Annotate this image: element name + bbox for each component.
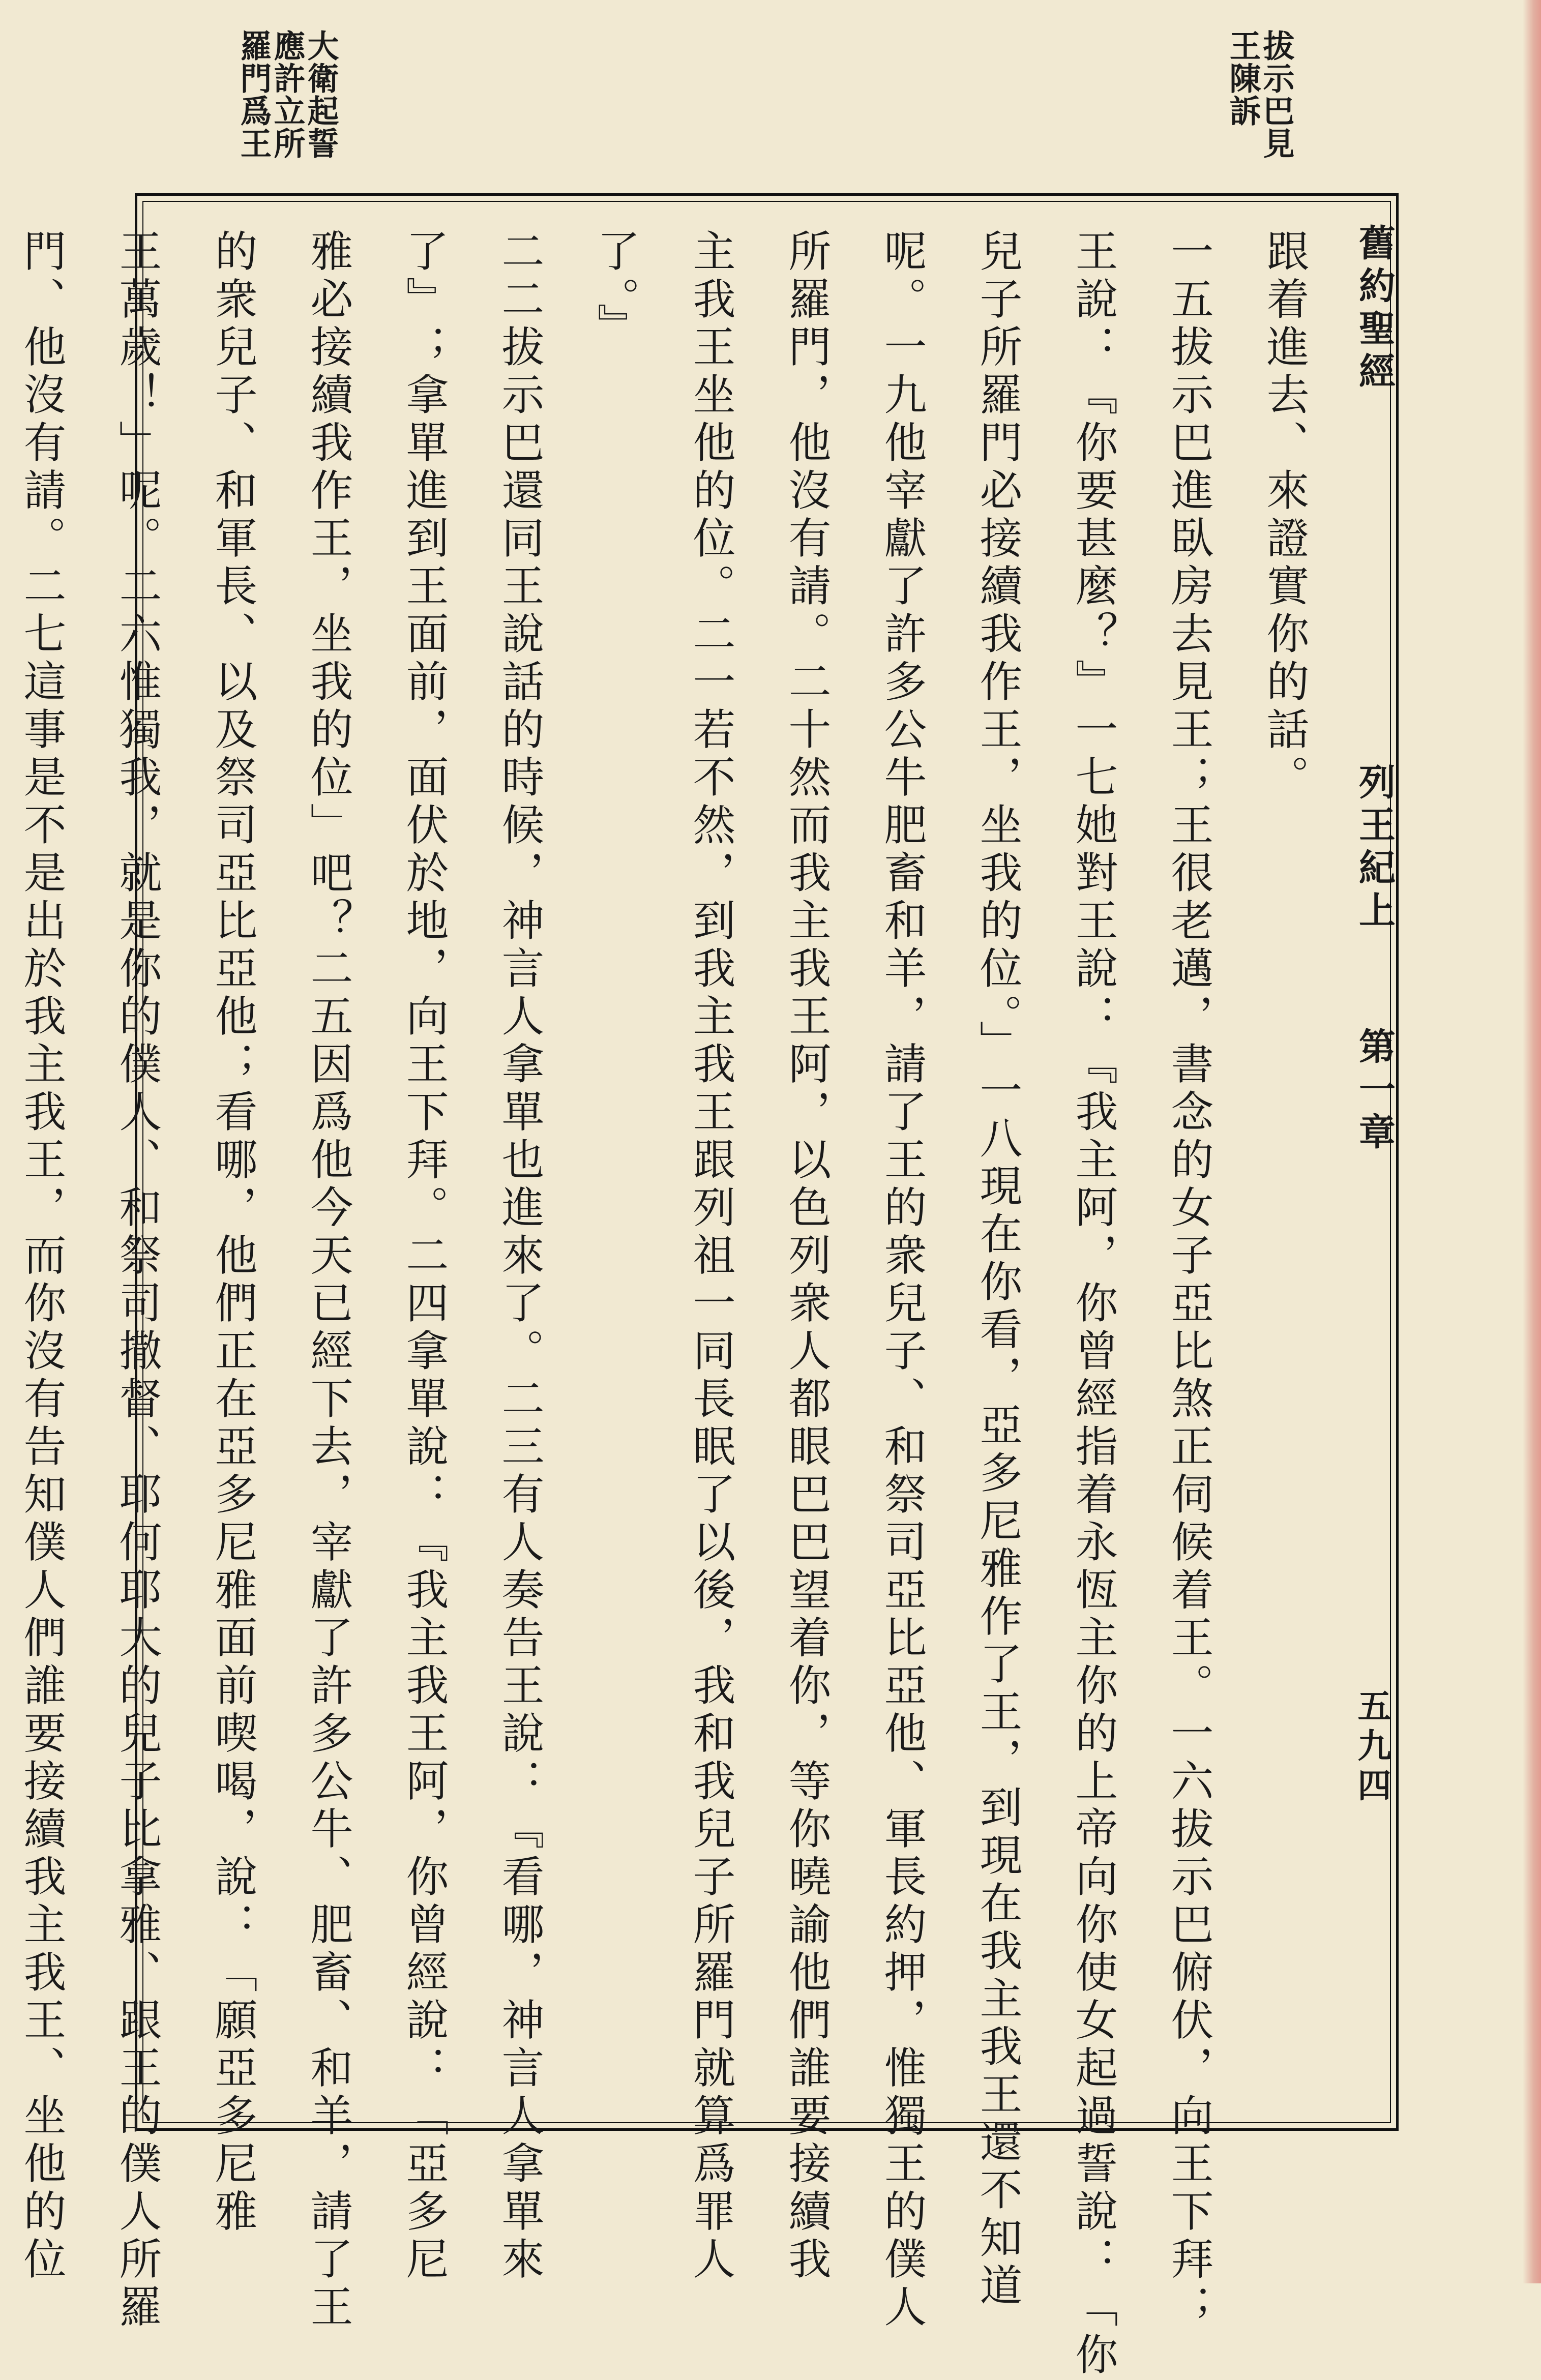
page-number: 五九四 bbox=[1352, 1688, 1391, 1807]
side-note-left-line-3: 羅門爲王 bbox=[235, 29, 272, 160]
text-line: 了』；拿單進到王面前，面伏於地，向王下拜。二四拿單說：『我主我王阿，你曾經說：「亞多尼 bbox=[399, 229, 449, 2284]
text-line: 二二拔示巴還同王說話的時候，神言人拿單也進來了。二三有人奏告王說：『看哪，神言人拿單來 bbox=[495, 229, 545, 2284]
text-line: 門、他沒有請。二七這事是不是出於我主我王，而你沒有告知僕人們誰要接續我主我王、坐他的位 bbox=[17, 229, 67, 2284]
text-line: 王萬歲！」呢。二六惟獨我，就是你的僕人、和祭司撒督、耶何耶大的兒子比拿雅、跟王的僕人所羅 bbox=[112, 229, 162, 2332]
side-note-right bbox=[1226, 29, 1293, 182]
text-line: 了。』 bbox=[590, 229, 640, 351]
page-edge bbox=[1523, 0, 1541, 2283]
text-line: 跟着進去、來證實你的話。 bbox=[1260, 229, 1310, 802]
chapter-label: 第一章 bbox=[1353, 1027, 1396, 1155]
text-line: 兒子所羅門必接續我作王，坐我的位。」一八現在你看，亞多尼雅作了王，到現在我主我王還不知道 bbox=[973, 229, 1023, 2311]
scripture-body bbox=[17, 209, 1332, 2380]
side-note-right-line-2: 王陳訴 bbox=[1224, 29, 1261, 127]
text-line: 一五拔示巴進臥房去見王；王很老邁，書念的女子亞比煞正伺候着王。一六拔示巴俯伏，向王下拜； bbox=[1164, 229, 1214, 2332]
side-note-left-line-2: 應許立所 bbox=[269, 29, 306, 160]
book-title: 舊約聖經 bbox=[1353, 224, 1396, 395]
text-line: 雅必接續我作王，坐我的位」吧？二五因爲他今天已經下去，宰獻了許多公牛、肥畜、和羊，請了王 bbox=[304, 229, 353, 2332]
text-line: 王說：『你要甚麼？』一七她對王說：『我主阿，你曾經指着永恆主你的上帝向你使女起過誓說：「你 bbox=[1069, 229, 1118, 2380]
text-line: 呢。一九他宰獻了許多公牛肥畜和羊，請了王的衆兒子、和祭司亞比亞他、軍長約押，惟獨王的僕人 bbox=[877, 229, 927, 2332]
text-line: 主我王坐他的位。二一若不然，到我主我王跟列祖一同長眠了以後，我和我兒子所羅門就算爲罪人 bbox=[686, 229, 736, 2284]
text-line: 的衆兒子、和軍長、以及祭司亞比亞他；看哪，他們正在亞多尼雅面前喫喝，說：「願亞多尼雅 bbox=[208, 229, 258, 2237]
side-note-right-line-1: 拔示巴見 bbox=[1258, 29, 1295, 160]
side-note-left bbox=[236, 29, 337, 182]
chapter-title: 列王紀上 bbox=[1353, 763, 1396, 934]
text-line: 所羅門，他沒有請。二十然而我主我王阿，以色列衆人都眼巴巴望着你，等你曉諭他們誰要接續我 bbox=[782, 229, 832, 2284]
side-note-left-line-1: 大衛起誓 bbox=[302, 29, 339, 160]
